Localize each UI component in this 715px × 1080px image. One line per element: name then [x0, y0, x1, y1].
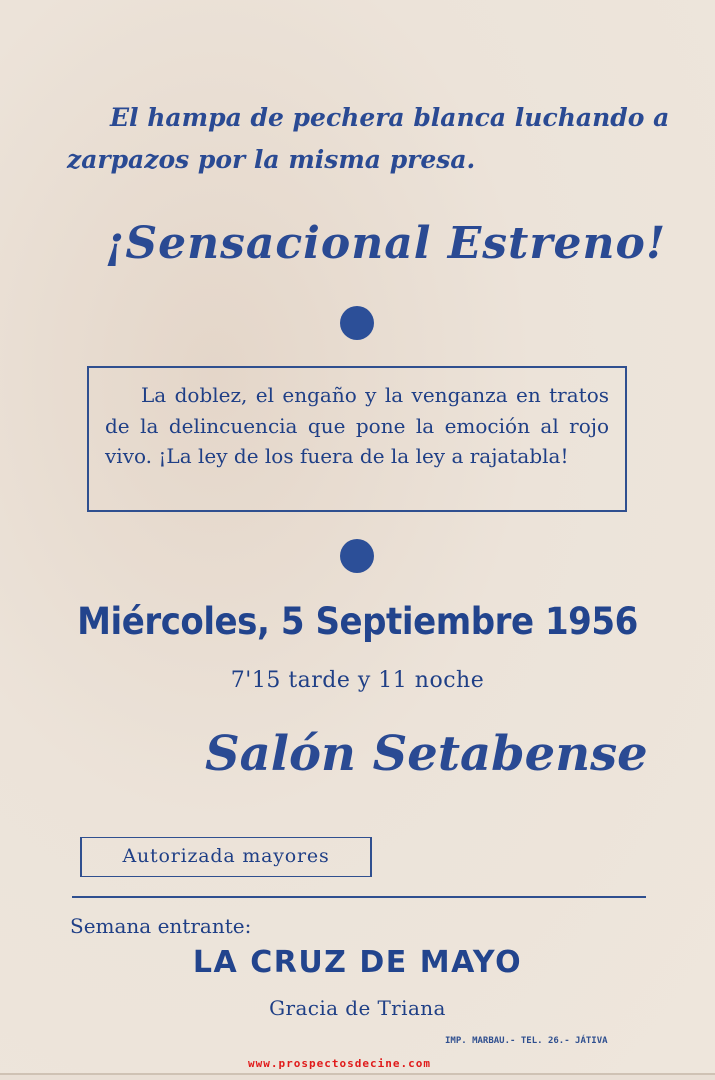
tagline-line-2: zarpazos por la misma presa.	[67, 145, 476, 174]
next-week-title: LA CRUZ DE MAYO	[192, 945, 523, 980]
rating-badge: Autorizada mayores	[80, 837, 372, 877]
tagline-line-1: El hampa de pechera blanca luchando a	[110, 103, 670, 132]
screening-times: 7'15 tarde y 11 noche	[230, 668, 485, 693]
next-week-label: Semana entrante:	[70, 914, 252, 938]
next-week-subtitle: Gracia de Triana	[269, 996, 446, 1020]
venue-name: Salón Setabense	[205, 726, 648, 782]
synopsis-text: La doblez, el engaño y la venganza en tratos de la delincuencia que pone la emoción al rojo vivo. ¡La ley de los fuera de la ley a rajatabla!	[105, 383, 609, 468]
bullet-dot-icon	[340, 306, 374, 340]
website-watermark: www.prospectosdecine.com	[248, 1057, 431, 1070]
synopsis-box	[87, 366, 627, 512]
screening-date: Miércoles, 5 Septiembre 1956	[77, 600, 638, 643]
headline: ¡Sensacional Estreno!	[105, 218, 667, 269]
printer-imprint: IMP. MARBAU.- TEL. 26.- JÁTIVA	[445, 1036, 608, 1046]
divider	[72, 896, 646, 898]
bullet-dot-icon	[340, 539, 374, 573]
